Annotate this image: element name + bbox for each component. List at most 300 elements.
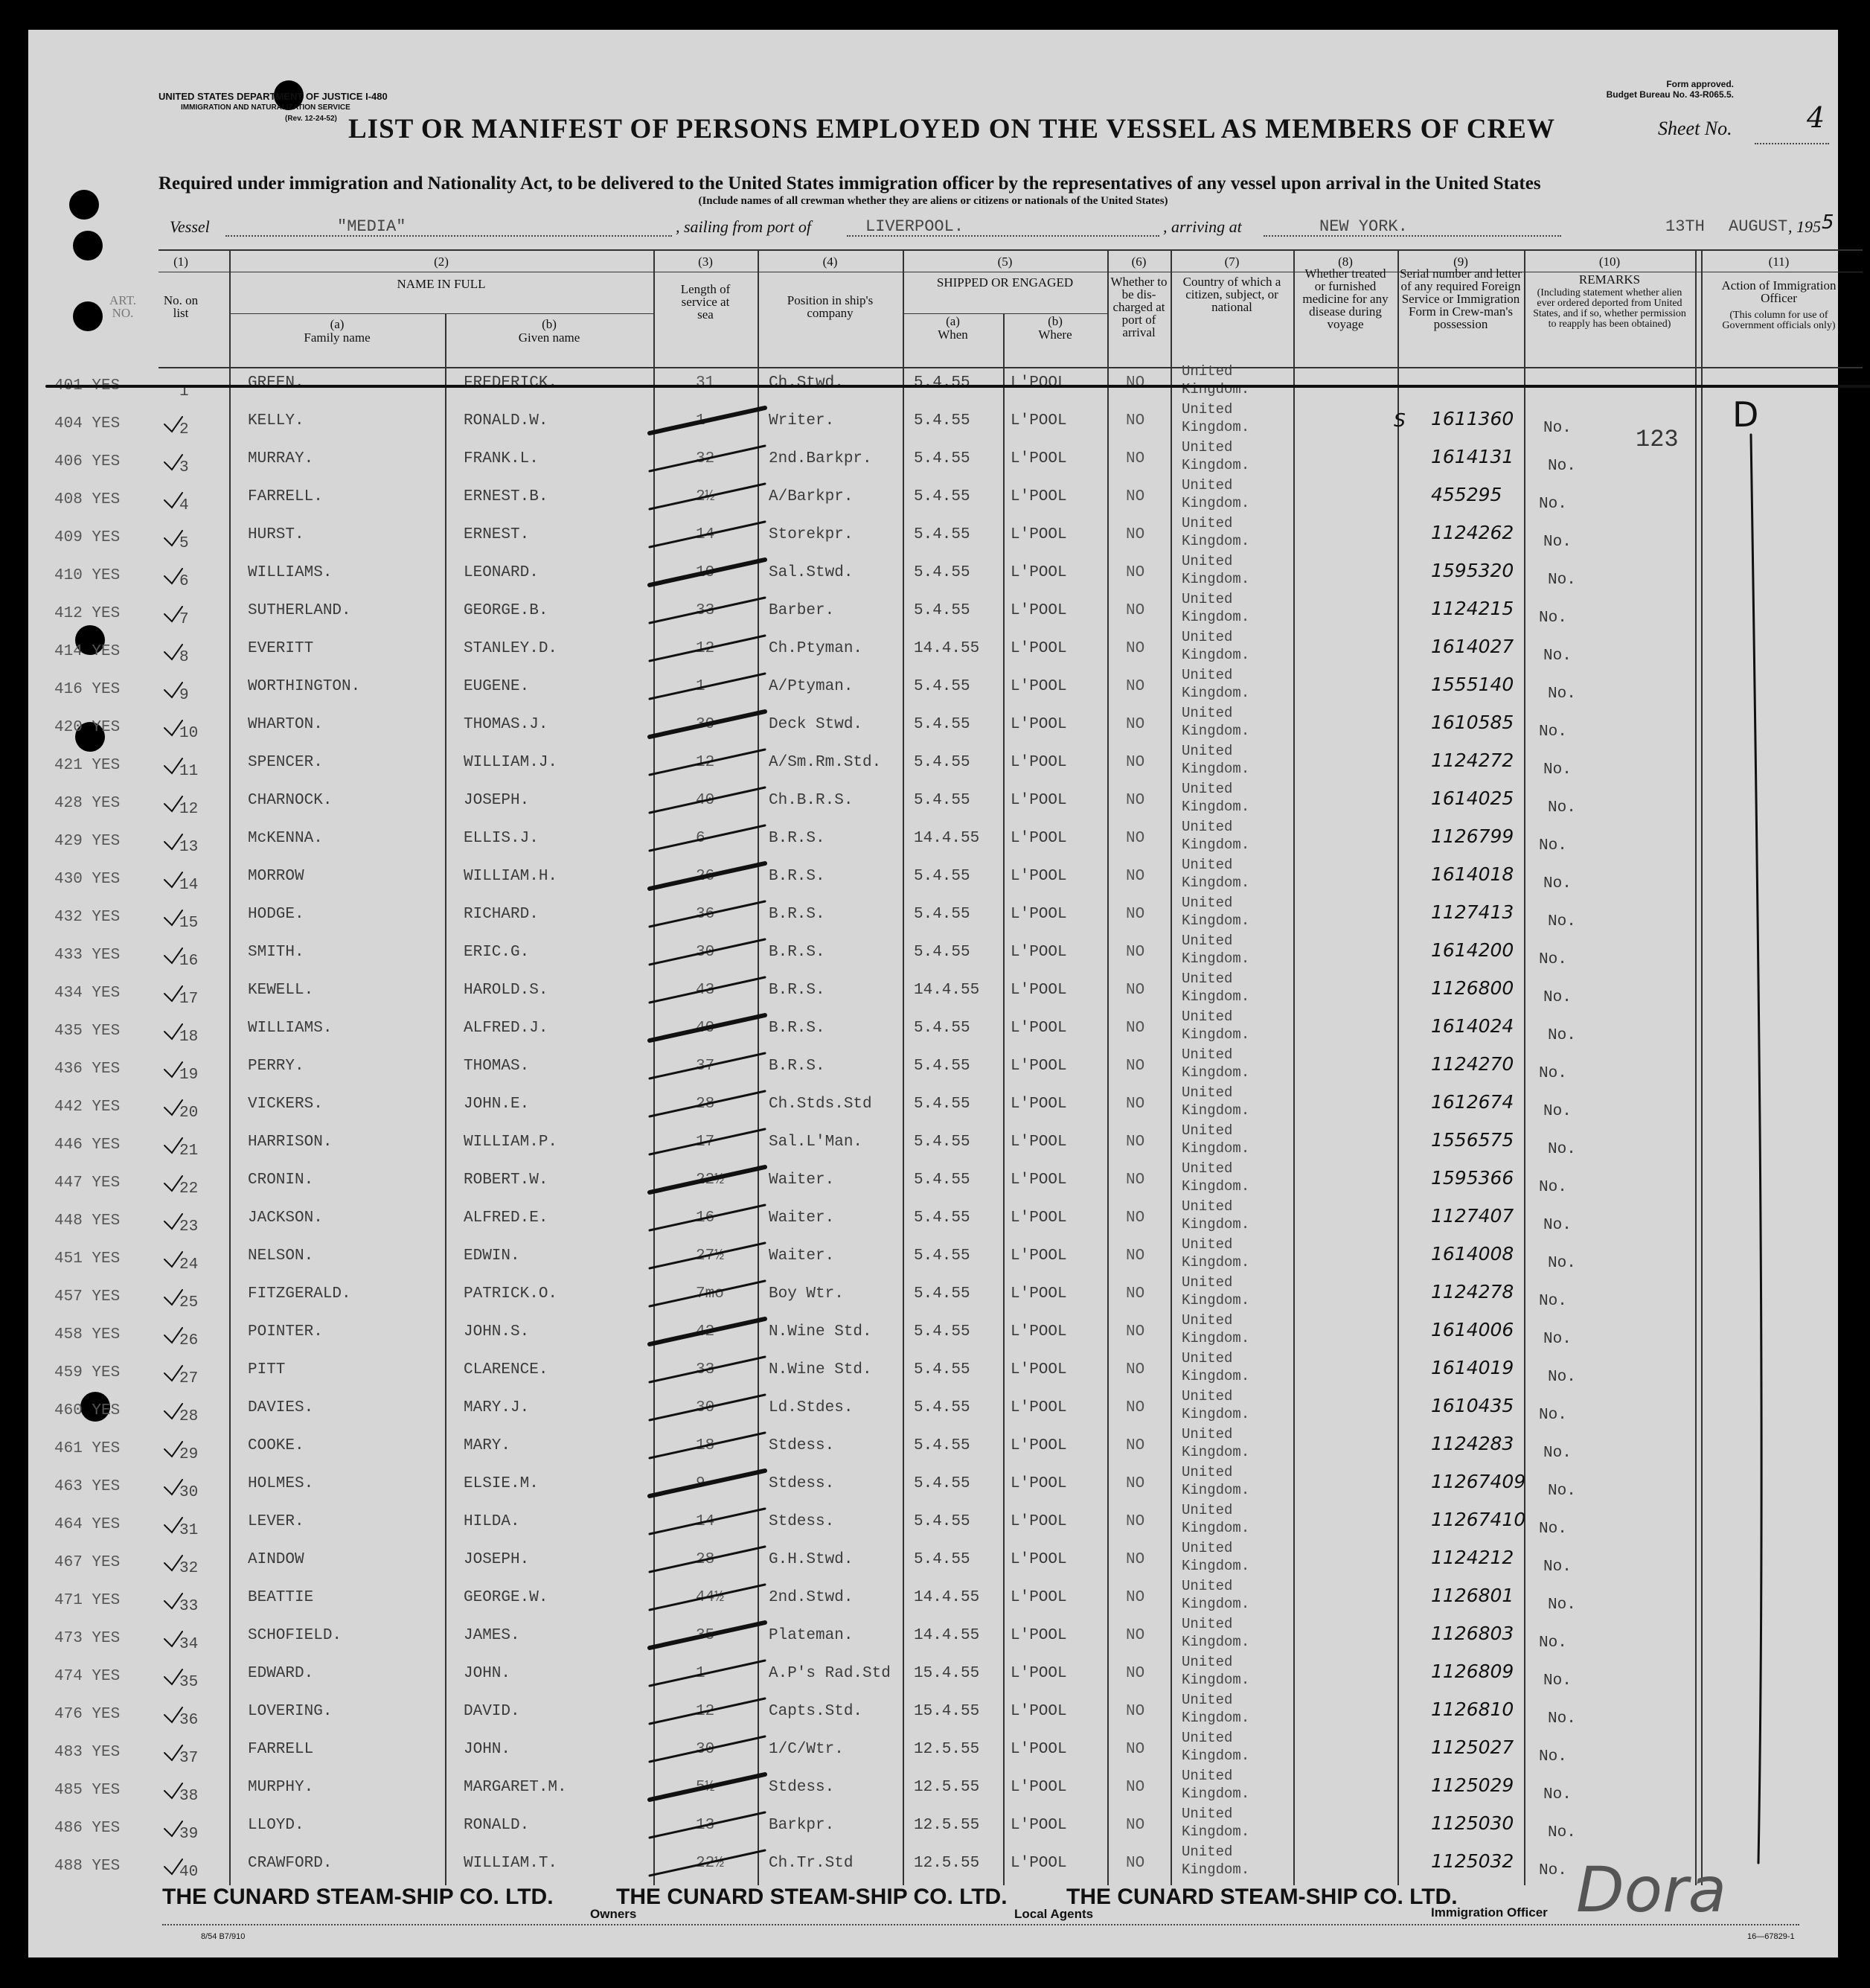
- art-number: 433 YES: [54, 947, 121, 964]
- serial-number: 1124283: [1431, 1433, 1514, 1454]
- serial-number: 1125030: [1431, 1812, 1514, 1834]
- shipped-where: L'POOL: [1011, 1323, 1067, 1340]
- tick-mark: [164, 493, 182, 508]
- service-check-mark: [650, 1623, 765, 1648]
- service-check-mark: [650, 484, 765, 509]
- tick-mark: [164, 1669, 182, 1684]
- col-header: NAME IN FULL: [397, 277, 486, 291]
- country: United Kingdom.: [1182, 1426, 1250, 1460]
- service-check-mark: [650, 1129, 765, 1154]
- row-number: 19: [179, 1067, 199, 1084]
- tick-mark: [164, 1100, 182, 1115]
- col-header: (6): [1131, 255, 1147, 269]
- country: United Kingdom.: [1182, 1730, 1250, 1764]
- action-mark: D: [1732, 394, 1759, 435]
- serial-number: 1126801: [1431, 1585, 1514, 1606]
- form-approved: Form approved.: [1666, 79, 1734, 89]
- discharged: NO: [1126, 1855, 1145, 1872]
- serial-number: 1611360: [1431, 408, 1514, 429]
- given-name: HILDA.: [464, 1513, 520, 1530]
- shipped-where: L'POOL: [1011, 488, 1067, 505]
- remark: No.: [1548, 458, 1576, 475]
- row-number: 38: [179, 1788, 199, 1805]
- owners-label: Owners: [590, 1907, 637, 1921]
- discharged: NO: [1126, 830, 1145, 847]
- agency-line: IMMIGRATION AND NATURALIZATION SERVICE: [181, 103, 350, 112]
- family-name: AINDOW: [248, 1551, 304, 1568]
- service-length: 12: [696, 1703, 715, 1720]
- service-length: 5½: [696, 1779, 715, 1796]
- position: B.R.S.: [769, 830, 825, 847]
- col-header: (a): [330, 317, 345, 331]
- art-number: 442 YES: [54, 1099, 121, 1116]
- country: United Kingdom.: [1182, 1654, 1250, 1688]
- given-name: THOMAS.: [464, 1058, 530, 1075]
- country: United Kingdom.: [1182, 743, 1250, 777]
- position: Stdess.: [769, 1475, 835, 1492]
- date-day: 13TH: [1665, 217, 1705, 236]
- position: B.R.S.: [769, 906, 825, 923]
- tick-mark: [164, 1707, 182, 1722]
- officer-label: Immigration Officer: [1431, 1905, 1548, 1920]
- remark: No.: [1539, 1179, 1567, 1196]
- service-check-mark: [650, 1015, 765, 1041]
- discharged: NO: [1126, 1209, 1145, 1227]
- family-name: McKENNA.: [248, 830, 323, 847]
- service-length: 1: [696, 412, 705, 429]
- service-length: 22½: [696, 1172, 724, 1189]
- shipped-where: L'POOL: [1011, 1779, 1067, 1796]
- tick-mark: [164, 1783, 182, 1798]
- country: United Kingdom.: [1182, 1122, 1250, 1157]
- discharged: NO: [1126, 1247, 1145, 1265]
- serial-number: 1614131: [1431, 446, 1514, 467]
- service-length: 31: [696, 374, 715, 391]
- serial-number: 1614024: [1431, 1015, 1514, 1037]
- serial-number: 11267410: [1431, 1509, 1526, 1530]
- art-number: 416 YES: [54, 681, 121, 698]
- shipped-where: L'POOL: [1011, 1058, 1067, 1075]
- art-number: 464 YES: [54, 1516, 121, 1533]
- tick-mark: [164, 1518, 182, 1532]
- given-name: JOHN.E.: [464, 1096, 530, 1113]
- tick-mark: [164, 683, 182, 697]
- position: Ch.Stwd.: [769, 374, 844, 391]
- family-name: LLOYD.: [248, 1817, 304, 1834]
- remark: No.: [1543, 875, 1572, 892]
- country: United Kingdom.: [1182, 1274, 1250, 1308]
- shipped-when: 5.4.55: [914, 1437, 970, 1454]
- family-name: EDWARD.: [248, 1665, 314, 1682]
- serial-number: 1126800: [1431, 977, 1514, 999]
- tick-mark: [164, 758, 182, 773]
- shipped-when: 14.4.55: [914, 830, 980, 847]
- family-name: SUTHERLAND.: [248, 602, 351, 619]
- service-check-mark: [650, 750, 765, 775]
- family-name: COOKE.: [248, 1437, 304, 1454]
- art-number: 447 YES: [54, 1174, 121, 1192]
- service-length: 30: [696, 716, 715, 733]
- col-header: (8): [1338, 255, 1353, 269]
- art-number: 473 YES: [54, 1630, 121, 1647]
- art-number: 436 YES: [54, 1061, 121, 1078]
- signature-line: [162, 1924, 1799, 1925]
- family-name: HODGE.: [248, 906, 304, 923]
- row-number: 8: [179, 649, 189, 666]
- tick-mark: [164, 948, 182, 963]
- service-length: 32: [696, 450, 715, 467]
- given-name: JOHN.: [464, 1665, 511, 1682]
- position: Barkpr.: [769, 1817, 835, 1834]
- service-check-mark: [650, 1433, 765, 1458]
- position: Storekpr.: [769, 526, 854, 543]
- serial-number: 1595366: [1431, 1167, 1514, 1189]
- country: United Kingdom.: [1182, 1350, 1250, 1384]
- service-check-mark: [650, 1319, 765, 1344]
- family-name: KELLY.: [248, 412, 304, 429]
- remark: No.: [1543, 534, 1572, 551]
- discharged: NO: [1126, 1665, 1145, 1682]
- service-length: 27½: [696, 1247, 724, 1265]
- owners-company: THE CUNARD STEAM-SHIP CO. LTD.: [162, 1885, 554, 1909]
- service-length: 28: [696, 1551, 715, 1568]
- serial-number: 1610585: [1431, 712, 1514, 733]
- tick-mark: [164, 720, 182, 735]
- position: N.Wine Std.: [769, 1323, 872, 1340]
- tick-mark: [164, 1062, 182, 1077]
- given-name: JOHN.: [464, 1741, 511, 1758]
- service-check-mark: [650, 636, 765, 661]
- given-name: ELLIS.J.: [464, 830, 539, 847]
- serial-number: 1126799: [1431, 825, 1514, 847]
- shipped-when: 5.4.55: [914, 716, 970, 733]
- col-header: (7): [1224, 255, 1240, 269]
- country: United Kingdom.: [1182, 1388, 1250, 1422]
- country: United Kingdom.: [1182, 895, 1250, 929]
- remark: No.: [1543, 1217, 1572, 1234]
- shipped-where: L'POOL: [1011, 1285, 1067, 1303]
- tick-mark: [164, 1745, 182, 1760]
- remark: No.: [1539, 723, 1567, 741]
- serial-number: 1126810: [1431, 1698, 1514, 1720]
- art-number: 460 YES: [54, 1402, 121, 1419]
- family-name: WILLIAMS.: [248, 1020, 333, 1037]
- given-name: EUGENE.: [464, 678, 530, 695]
- service-check-mark: [650, 1736, 765, 1762]
- shipped-where: L'POOL: [1011, 1096, 1067, 1113]
- service-length: 33: [696, 602, 715, 619]
- family-name: CRAWFORD.: [248, 1855, 333, 1872]
- budget-bureau: Budget Bureau No. 43-R065.5.: [1606, 89, 1734, 100]
- row-number: 5: [179, 535, 189, 552]
- art-number: 408 YES: [54, 491, 121, 508]
- discharged: NO: [1126, 1399, 1145, 1416]
- shipped-when: 5.4.55: [914, 1020, 970, 1037]
- shipped-when: 12.5.55: [914, 1741, 980, 1758]
- family-name: GREEN.: [248, 374, 304, 391]
- discharged: NO: [1126, 374, 1145, 391]
- position: N.Wine Std.: [769, 1361, 872, 1378]
- discharged: NO: [1126, 1589, 1145, 1606]
- row-number: 4: [179, 497, 189, 514]
- position: Ch.Ptyman.: [769, 640, 863, 657]
- serial-number: 1125029: [1431, 1774, 1514, 1796]
- row-number: 27: [179, 1370, 199, 1387]
- serial-number: 1125032: [1431, 1850, 1514, 1872]
- col-header: (9): [1453, 255, 1468, 269]
- print-code: 16—67829-1: [1747, 1932, 1795, 1941]
- discharged: NO: [1126, 678, 1145, 695]
- country: United Kingdom.: [1182, 1768, 1250, 1802]
- country: United Kingdom.: [1182, 781, 1250, 815]
- col-header: Position in ship's company: [787, 293, 874, 320]
- serial-number: 1612674: [1431, 1091, 1514, 1113]
- service-length: 14: [696, 1513, 715, 1530]
- given-name: JOSEPH.: [464, 792, 530, 809]
- art-number: 463 YES: [54, 1478, 121, 1495]
- shipped-where: L'POOL: [1011, 1172, 1067, 1189]
- given-name: MARY.J.: [464, 1399, 530, 1416]
- col-header: (11): [1768, 255, 1790, 269]
- tick-mark: [164, 645, 182, 659]
- shipped-when: 5.4.55: [914, 1247, 970, 1265]
- country: United Kingdom.: [1182, 1464, 1250, 1498]
- discharged: NO: [1126, 1475, 1145, 1492]
- col-header: (2): [434, 255, 449, 269]
- position: G.H.Stwd.: [769, 1551, 854, 1568]
- given-name: RICHARD.: [464, 906, 539, 923]
- col-header: Action of Immigration Officer: [1721, 278, 1837, 305]
- shipped-when: 5.4.55: [914, 678, 970, 695]
- tick-mark: [164, 1442, 182, 1457]
- remark: No.: [1539, 496, 1567, 513]
- discharged: NO: [1126, 1741, 1145, 1758]
- service-check-mark: [650, 1509, 765, 1534]
- service-check-mark: [650, 1774, 765, 1800]
- shipped-when: 5.4.55: [914, 488, 970, 505]
- shipped-when: 5.4.55: [914, 564, 970, 581]
- agency-line: (Rev. 12-24-52): [285, 115, 337, 123]
- service-length: 14: [696, 526, 715, 543]
- shipped-where: L'POOL: [1011, 564, 1067, 581]
- position: Waiter.: [769, 1172, 835, 1189]
- service-length: 30: [696, 1399, 715, 1416]
- serial-number: 1124278: [1431, 1281, 1514, 1303]
- tick-mark: [164, 796, 182, 811]
- family-name: POINTER.: [248, 1323, 323, 1340]
- shipped-when: 5.4.55: [914, 412, 970, 429]
- service-check-mark: [650, 1661, 765, 1686]
- family-name: FARRELL: [248, 1741, 314, 1758]
- service-check-mark: [650, 863, 765, 889]
- shipped-when: 5.4.55: [914, 1172, 970, 1189]
- serial-number: 1614019: [1431, 1357, 1514, 1378]
- row-number: 25: [179, 1294, 199, 1311]
- family-name: HOLMES.: [248, 1475, 314, 1492]
- shipped-where: L'POOL: [1011, 1247, 1067, 1265]
- service-check-mark: [650, 1281, 765, 1306]
- position: Stdess.: [769, 1779, 835, 1796]
- dotted-line: [847, 235, 1159, 237]
- service-check-mark: [650, 1205, 765, 1230]
- service-length: 16: [696, 1209, 715, 1227]
- shipped-where: L'POOL: [1011, 374, 1067, 391]
- col-header: Serial number and letter of any required Foreign Service or Immigration Form in Crew-man's possession: [1400, 266, 1522, 331]
- given-name: CLARENCE.: [464, 1361, 548, 1378]
- discharged: NO: [1126, 1058, 1145, 1075]
- row-number: 20: [179, 1105, 199, 1122]
- col-header: (5): [997, 255, 1013, 269]
- art-number: 434 YES: [54, 985, 121, 1002]
- serial-number: 1614006: [1431, 1319, 1514, 1340]
- service-check-mark: [650, 901, 765, 927]
- col-header: (Including statement whether alien ever ordered deported from United States, and if so, whether permission to reapply has been obtained): [1533, 287, 1686, 330]
- position: A.P's Rad.Std: [769, 1665, 891, 1682]
- serial-prefix: S: [1394, 409, 1406, 431]
- shipped-where: L'POOL: [1011, 1399, 1067, 1416]
- service-length: 36: [696, 906, 715, 923]
- row-number: 31: [179, 1522, 199, 1539]
- tick-mark: [164, 1556, 182, 1570]
- shipped-when: 5.4.55: [914, 1285, 970, 1303]
- shipped-where: L'POOL: [1011, 1134, 1067, 1151]
- position: Ch.Stds.Std: [769, 1096, 872, 1113]
- art-number: 420 YES: [54, 719, 121, 736]
- service-length: 17: [696, 1134, 715, 1151]
- shipped-where: L'POOL: [1011, 526, 1067, 543]
- shipped-when: 14.4.55: [914, 640, 980, 657]
- agents-label: Local Agents: [1014, 1907, 1094, 1921]
- serial-number: 1124212: [1431, 1547, 1514, 1568]
- remark: No.: [1539, 1065, 1567, 1082]
- service-check-mark: [650, 408, 765, 433]
- port-from: LIVERPOOL.: [865, 217, 964, 236]
- family-name: MORROW: [248, 868, 304, 885]
- shipped-when: 5.4.55: [914, 792, 970, 809]
- remark: No.: [1539, 951, 1567, 968]
- row-number: 11: [179, 763, 199, 780]
- row-number: 16: [179, 953, 199, 970]
- owners-company: THE CUNARD STEAM-SHIP CO. LTD.: [616, 1885, 1008, 1909]
- tick-mark: [164, 1821, 182, 1836]
- service-check-mark: [650, 1091, 765, 1116]
- discharged: NO: [1126, 944, 1145, 961]
- row-number: 18: [179, 1029, 199, 1046]
- col-header: (a): [946, 314, 960, 328]
- country: United Kingdom.: [1182, 1198, 1250, 1233]
- row-number: 23: [179, 1218, 199, 1236]
- family-name: WORTHINGTON.: [248, 678, 361, 695]
- country: United Kingdom.: [1182, 1236, 1250, 1271]
- country: United Kingdom.: [1182, 971, 1250, 1005]
- given-name: HAROLD.S.: [464, 982, 548, 999]
- shipped-where: L'POOL: [1011, 906, 1067, 923]
- shipped-where: L'POOL: [1011, 1437, 1067, 1454]
- tick-mark: [164, 1594, 182, 1608]
- discharged: NO: [1126, 1285, 1145, 1303]
- given-name: WILLIAM.J.: [464, 754, 558, 771]
- discharged: NO: [1126, 1627, 1145, 1644]
- tick-mark: [164, 1024, 182, 1039]
- discharged: NO: [1126, 716, 1145, 733]
- row-number: 28: [179, 1408, 199, 1425]
- art-number: 432 YES: [54, 909, 121, 926]
- shipped-when: 5.4.55: [914, 374, 970, 391]
- position: Stdess.: [769, 1513, 835, 1530]
- row-number: 29: [179, 1446, 199, 1463]
- subtitle: Required under immigration and Nationality Act, to be delivered to the United States immigration officer by the representatives of any vessel upon arrival in the United States: [158, 173, 1541, 194]
- row-number: 24: [179, 1256, 199, 1273]
- art-number: 410 YES: [54, 567, 121, 584]
- service-check-mark: [650, 1812, 765, 1838]
- serial-number: 1555140: [1431, 674, 1514, 695]
- tick-mark: [164, 1328, 182, 1343]
- vessel-name: "MEDIA": [337, 217, 406, 236]
- position: Barber.: [769, 602, 835, 619]
- discharged: NO: [1126, 754, 1145, 771]
- shipped-where: L'POOL: [1011, 868, 1067, 885]
- family-name: LEVER.: [248, 1513, 304, 1530]
- shipped-when: 5.4.55: [914, 1209, 970, 1227]
- given-name: LEONARD.: [464, 564, 539, 581]
- row-number: 14: [179, 877, 199, 894]
- service-length: 7mo: [696, 1285, 724, 1303]
- row-number: 3: [179, 459, 189, 476]
- tick-mark: [164, 531, 182, 546]
- tick-mark: [164, 1404, 182, 1419]
- col-header: No. on list: [163, 293, 199, 320]
- given-name: RONALD.W.: [464, 412, 548, 429]
- art-number: 471 YES: [54, 1592, 121, 1609]
- position: B.R.S.: [769, 1058, 825, 1075]
- given-name: STANLEY.D.: [464, 640, 558, 657]
- date-month: AUGUST: [1729, 217, 1788, 236]
- discharged: NO: [1126, 1323, 1145, 1340]
- form-id: I-480: [365, 91, 388, 102]
- service-check-mark: [650, 674, 765, 699]
- service-check-mark: [650, 1698, 765, 1724]
- family-name: VICKERS.: [248, 1096, 323, 1113]
- family-name: EVERITT: [248, 640, 314, 657]
- discharged: NO: [1126, 1437, 1145, 1454]
- shipped-where: L'POOL: [1011, 1513, 1067, 1530]
- family-name: SPENCER.: [248, 754, 323, 771]
- shipped-when: 5.4.55: [914, 1513, 970, 1530]
- row-number: 17: [179, 991, 199, 1008]
- sailing-label: , sailing from port of: [676, 217, 811, 236]
- remark: No.: [1548, 1483, 1576, 1500]
- country: United Kingdom.: [1182, 1578, 1250, 1612]
- country: United Kingdom.: [1182, 553, 1250, 587]
- remark: No.: [1548, 913, 1576, 930]
- sheet-number: 4: [1807, 101, 1825, 134]
- family-name: HURST.: [248, 526, 304, 543]
- row-number: 35: [179, 1674, 199, 1691]
- position: A/Ptyman.: [769, 678, 854, 695]
- family-name: NELSON.: [248, 1247, 314, 1265]
- shipped-where: L'POOL: [1011, 1589, 1067, 1606]
- art-number: 474 YES: [54, 1668, 121, 1685]
- country: United Kingdom.: [1182, 629, 1250, 663]
- given-name: MARGARET.M.: [464, 1779, 567, 1796]
- family-name: DAVIES.: [248, 1399, 314, 1416]
- service-check-mark: [650, 1167, 765, 1192]
- given-name: EDWIN.: [464, 1247, 520, 1265]
- row-number: 21: [179, 1142, 199, 1160]
- tick-mark: [164, 607, 182, 621]
- country: United Kingdom.: [1182, 1844, 1250, 1878]
- service-check-mark: [650, 939, 765, 965]
